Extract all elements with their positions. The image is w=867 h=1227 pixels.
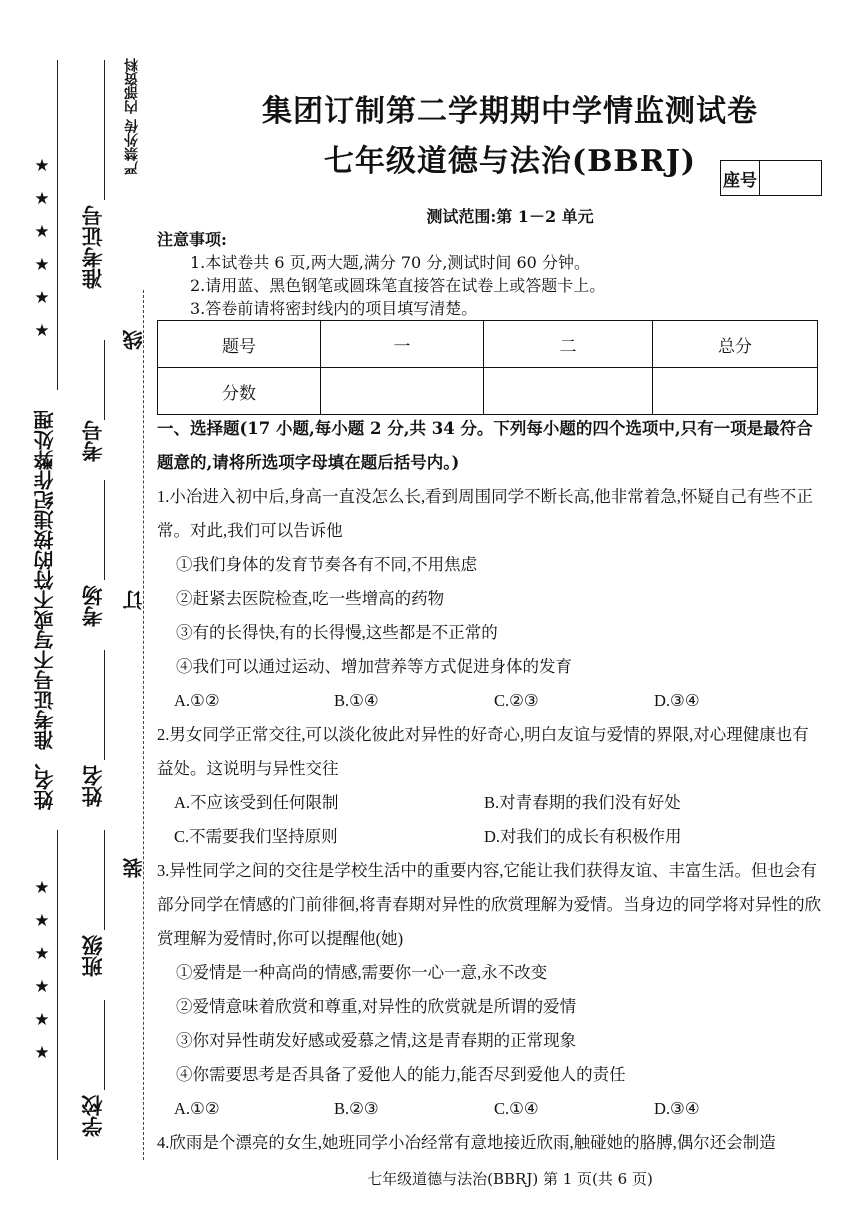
seat-input-area[interactable]	[760, 161, 821, 195]
option[interactable]: D.③④	[654, 691, 700, 710]
question-1	[157, 480, 822, 718]
exam-no-line[interactable]	[104, 340, 105, 420]
option[interactable]: D.对我们的成长有积极作用	[484, 827, 682, 846]
notes	[157, 228, 605, 320]
score-header: 题号	[158, 321, 321, 368]
question-stem: 2.男女同学正常交往,可以淡化彼此对异性的好奇心,明白友谊与爱情的界限,对心理健康也有益处。这说明与异性交往	[157, 725, 809, 778]
options-row	[157, 820, 822, 854]
option[interactable]: B.②③	[334, 1099, 379, 1118]
section1-intro: 一、选择题(17 小题,每小题 2 分,共 34 分。下列每小题的四个选项中,只有一项是最符合题意的,请将所选项字母填在题后括号内。)	[157, 419, 813, 472]
side-note: 严禁外传 内部资料	[124, 58, 140, 175]
margin-line-bottom	[57, 830, 58, 1160]
question-stem: 1.小冶进入初中后,身高一直没怎么长,看到周围同学不断长高,他非常着急,怀疑自己有些不正常。对此,我们可以告诉他	[157, 487, 813, 540]
option[interactable]: C.②③	[494, 691, 539, 710]
score-header: 二	[484, 321, 653, 368]
school-label: 学校	[80, 1095, 105, 1137]
score-header: 总分	[653, 321, 818, 368]
exam-no-label: 考号	[80, 420, 105, 462]
options-row	[157, 684, 822, 718]
statement: ④你需要思考是否具备了爱他人的能力,能否尽到爱他人的责任	[176, 1065, 626, 1084]
exam-room-line[interactable]	[104, 480, 105, 580]
exam-id-line[interactable]	[104, 60, 105, 200]
statement: ③你对异性萌发好感或爱慕之情,这是青春期的正常现象	[176, 1031, 577, 1050]
score-row-label: 分数	[158, 368, 321, 415]
score-cell[interactable]	[484, 368, 653, 415]
option[interactable]: B.①④	[334, 691, 379, 710]
stars-top: ★ ★ ★ ★ ★ ★	[34, 156, 50, 341]
score-cell[interactable]	[653, 368, 818, 415]
class-line[interactable]	[104, 830, 105, 930]
cut-label-zhuang: 装	[122, 858, 146, 878]
seal-line	[143, 290, 144, 1160]
question-2	[157, 718, 822, 854]
name-line[interactable]	[104, 650, 105, 760]
statement: ③有的长得快,有的长得慢,这些都是不正常的	[176, 623, 498, 642]
score-cell[interactable]	[321, 368, 484, 415]
margin-line-top	[57, 60, 58, 390]
option[interactable]: A.①②	[174, 1099, 220, 1118]
name-label: 姓名	[80, 765, 105, 807]
question-body	[157, 412, 822, 1160]
statement: ①我们身体的发育节奏各有不同,不用焦虑	[176, 555, 478, 574]
question-3	[157, 854, 822, 1126]
statement: ②赶紧去医院检查,吃一些增高的药物	[176, 589, 445, 608]
score-table-header-row	[158, 321, 818, 368]
question-stem: 3.异性同学之间的交往是学校生活中的重要内容,它能让我们获得友谊、丰富生活。但也会有部分同学在情感的门前徘徊,将青春期对异性的欣赏理解为爱情。当身边的同学将对异性的欣赏理解为爱情时,你可以提醒他(她)	[157, 861, 822, 948]
question-stem: 4.欣雨是个漂亮的女生,她班同学小冶经常有意地接近欣雨,触碰她的胳膊,偶尔还会制造	[157, 1133, 776, 1152]
statement: ④我们可以通过运动、增加营养等方式促进身体的发育	[176, 657, 572, 676]
seat-label: 座号	[721, 161, 760, 195]
score-table	[157, 320, 818, 415]
cut-label-ding: 订	[122, 590, 146, 610]
option[interactable]: A.①②	[174, 691, 220, 710]
cut-label-xian: 线	[122, 330, 146, 350]
class-label: 班级	[80, 935, 105, 977]
statement: ①爱情是一种高尚的情感,需要你一心一意,永不改变	[176, 963, 548, 982]
exam-subtitle: 七年级道德与法治(BBRJ)	[323, 144, 697, 179]
seat-number-box[interactable]	[720, 160, 822, 196]
option[interactable]: D.③④	[654, 1099, 700, 1118]
score-table-row	[158, 368, 818, 415]
statement: ②爱情意味着欣赏和尊重,对异性的欣赏就是所谓的爱情	[176, 997, 577, 1016]
options-row	[157, 1092, 822, 1126]
margin-warning: 姓名、准考证号不写或不符的按违纪作弊处理	[33, 410, 57, 810]
option[interactable]: C.①④	[494, 1099, 539, 1118]
option[interactable]: B.对青春期的我们没有好处	[484, 793, 681, 812]
score-header: 一	[321, 321, 484, 368]
note-item: 1.本试卷共 6 页,两大题,满分 70 分,测试时间 60 分钟。	[190, 253, 590, 272]
page-footer: 七年级道德与法治(BBRJ) 第 1 页(共 6 页)	[367, 1170, 653, 1188]
note-item: 2.请用蓝、黑色钢笔或圆珠笔直接答在试卷上或答题卡上。	[190, 276, 606, 295]
test-range: 测试范围:第 1－2 单元	[426, 207, 594, 226]
option[interactable]: C.不需要我们坚持原则	[174, 827, 338, 846]
exam-room-label: 考场	[80, 585, 105, 627]
option[interactable]: A.不应该受到任何限制	[174, 793, 339, 812]
question-4	[157, 1126, 822, 1160]
options-row	[157, 786, 822, 820]
exam-id-label: 准考证号	[80, 205, 105, 289]
note-item: 3.答卷前请将密封线内的项目填写清楚。	[190, 299, 478, 318]
school-line[interactable]	[104, 1000, 105, 1090]
exam-title: 集团订制第二学期期中学情监测试卷	[262, 94, 758, 129]
stars-bottom: ★ ★ ★ ★ ★ ★	[34, 878, 50, 1063]
notes-heading: 注意事项:	[157, 230, 227, 249]
